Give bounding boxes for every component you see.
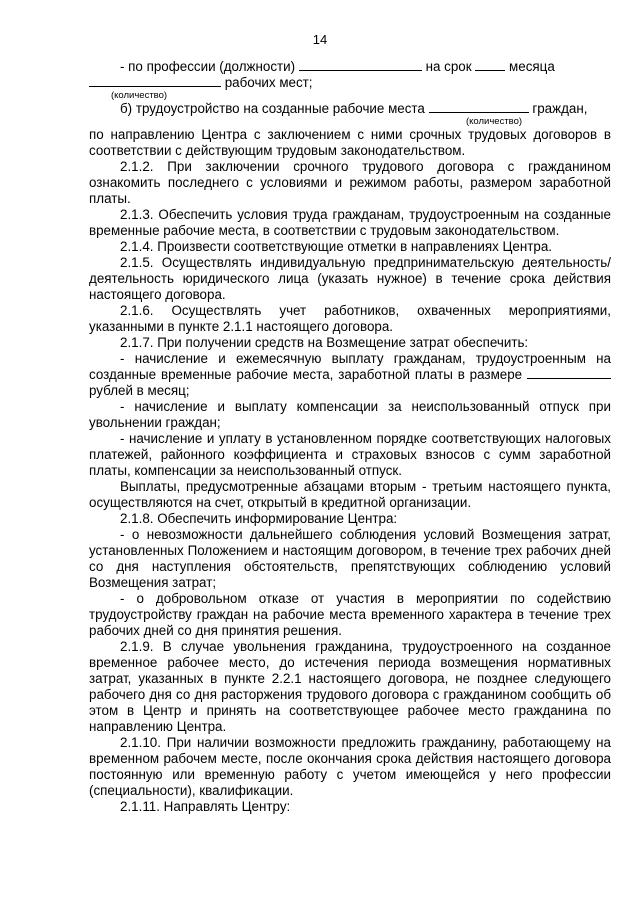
paragraph-2-1-7-salary xyxy=(89,351,611,399)
paragraph-2-1-4: 2.1.4. Произвести соответствующие отметки в направлениях Центра. xyxy=(120,239,552,254)
profession-blank xyxy=(299,59,422,71)
paragraph-2-1-7-taxes: - начисление и уплату в установленном порядке соответствующих налоговых платежей, районного коэффициента и страховых взносов с сумм заработной платы, компенсации за неиспользованный отпуск. xyxy=(89,431,611,478)
paragraph-2-1-3: 2.1.3. Обеспечить условия труда гражданам, трудоустроенным на созданные временные рабочие места, в соответствии с трудовым законодательством. xyxy=(89,207,611,238)
quantity-note-2 xyxy=(89,117,611,127)
quantity-note-text: (количество) xyxy=(466,116,523,127)
paragraph-2-1-9: 2.1.9. В случае увольнения гражданина, трудоустроенного на созданное временное рабочее место, до истечения периода возмещения нормативных затрат, указанных в пункте 2.2.1 настоящего договора, не позднее следующего рабочего дня со дня расторжения трудового договора с гражданином сообщить об этом в Центр и принять на соответствующее рабочее место гражданина по направлению Центра. xyxy=(89,639,611,734)
term-label: на срок xyxy=(425,59,472,74)
paragraph-2-1-8-impossibility: - о невозможности дальнейшего соблюдения условий Возмещения затрат, установленных Положением и настоящим договором, в течение трех рабочих дней со дня наступления обстоятельств, препятствующих соблюдению условий Возмещения затрат; xyxy=(89,527,611,590)
paragraph-2-1-11: 2.1.11. Направлять Центру: xyxy=(120,799,291,814)
paragraph-2-1-6: 2.1.6. Осуществлять учет работников, охваченных мероприятиями, указанными в пункте 2.1.1 настоящего договора. xyxy=(89,303,611,334)
employment-blank xyxy=(429,101,529,113)
workplaces-blank xyxy=(89,75,221,87)
paragraph-2-1-10: 2.1.10. При наличии возможности предложить гражданину, работающему на временном рабочем месте, после окончания срока действия настоящего договора постоянную или временную работу с учетом имеющейся у него профессии (специальности), квалификации. xyxy=(89,735,611,798)
quantity-note-1 xyxy=(89,91,611,101)
salary-blank xyxy=(527,367,611,379)
document-body xyxy=(89,59,611,815)
paragraph-2-1-7: 2.1.7. При получении средств на Возмещение затрат обеспечить: xyxy=(120,335,529,350)
paragraph-2-1-5: 2.1.5. Осуществлять индивидуальную предпринимательскую деятельность/деятельность юридического лица (указать нужное) в течение срока действия настоящего договора. xyxy=(89,255,611,302)
citizens-label: граждан, xyxy=(532,101,588,116)
profession-label: - по профессии (должности) xyxy=(120,59,296,74)
paragraph-2-1-8: 2.1.8. Обеспечить информирование Центра: xyxy=(120,511,398,526)
referral-paragraph: по направлению Центра с заключением с ними срочных трудовых договоров в соответствии с действующим трудовым законодательством. xyxy=(89,127,611,158)
profession-line xyxy=(89,59,611,75)
salary-unit: рублей в месяц; xyxy=(89,383,190,398)
employment-line xyxy=(89,101,611,117)
salary-text: - начисление и ежемесячную выплату гражданам, трудоустроенным на созданные временные рабочие места, заработной платы в размере xyxy=(89,351,611,382)
months-label: месяца xyxy=(509,59,555,74)
page-number: 14 xyxy=(312,32,328,47)
employment-label: б) трудоустройство на созданные рабочие места xyxy=(120,101,425,116)
paragraph-2-1-7-compensation: - начисление и выплату компенсации за неиспользованный отпуск при увольнении граждан; xyxy=(89,399,611,430)
paragraph-2-1-8-refusal: - о добровольном отказе от участия в мероприятии по содействию трудоустройству граждан на рабочие места временного характера в течение трех рабочих дней со дня принятия решения. xyxy=(89,591,611,638)
paragraph-2-1-7-payments: Выплаты, предусмотренные абзацами вторым - третьим настоящего пункта, осуществляются на счет, открытый в кредитной организации. xyxy=(89,479,611,510)
term-blank xyxy=(475,59,505,71)
workplaces-line xyxy=(89,75,611,91)
workplaces-label: рабочих мест; xyxy=(224,75,313,90)
paragraph-2-1-2: 2.1.2. При заключении срочного трудового договора с гражданином ознакомить последнего с условиями и режимом работы, размером заработной платы. xyxy=(89,159,611,206)
quantity-note-text: (количество) xyxy=(111,90,168,101)
